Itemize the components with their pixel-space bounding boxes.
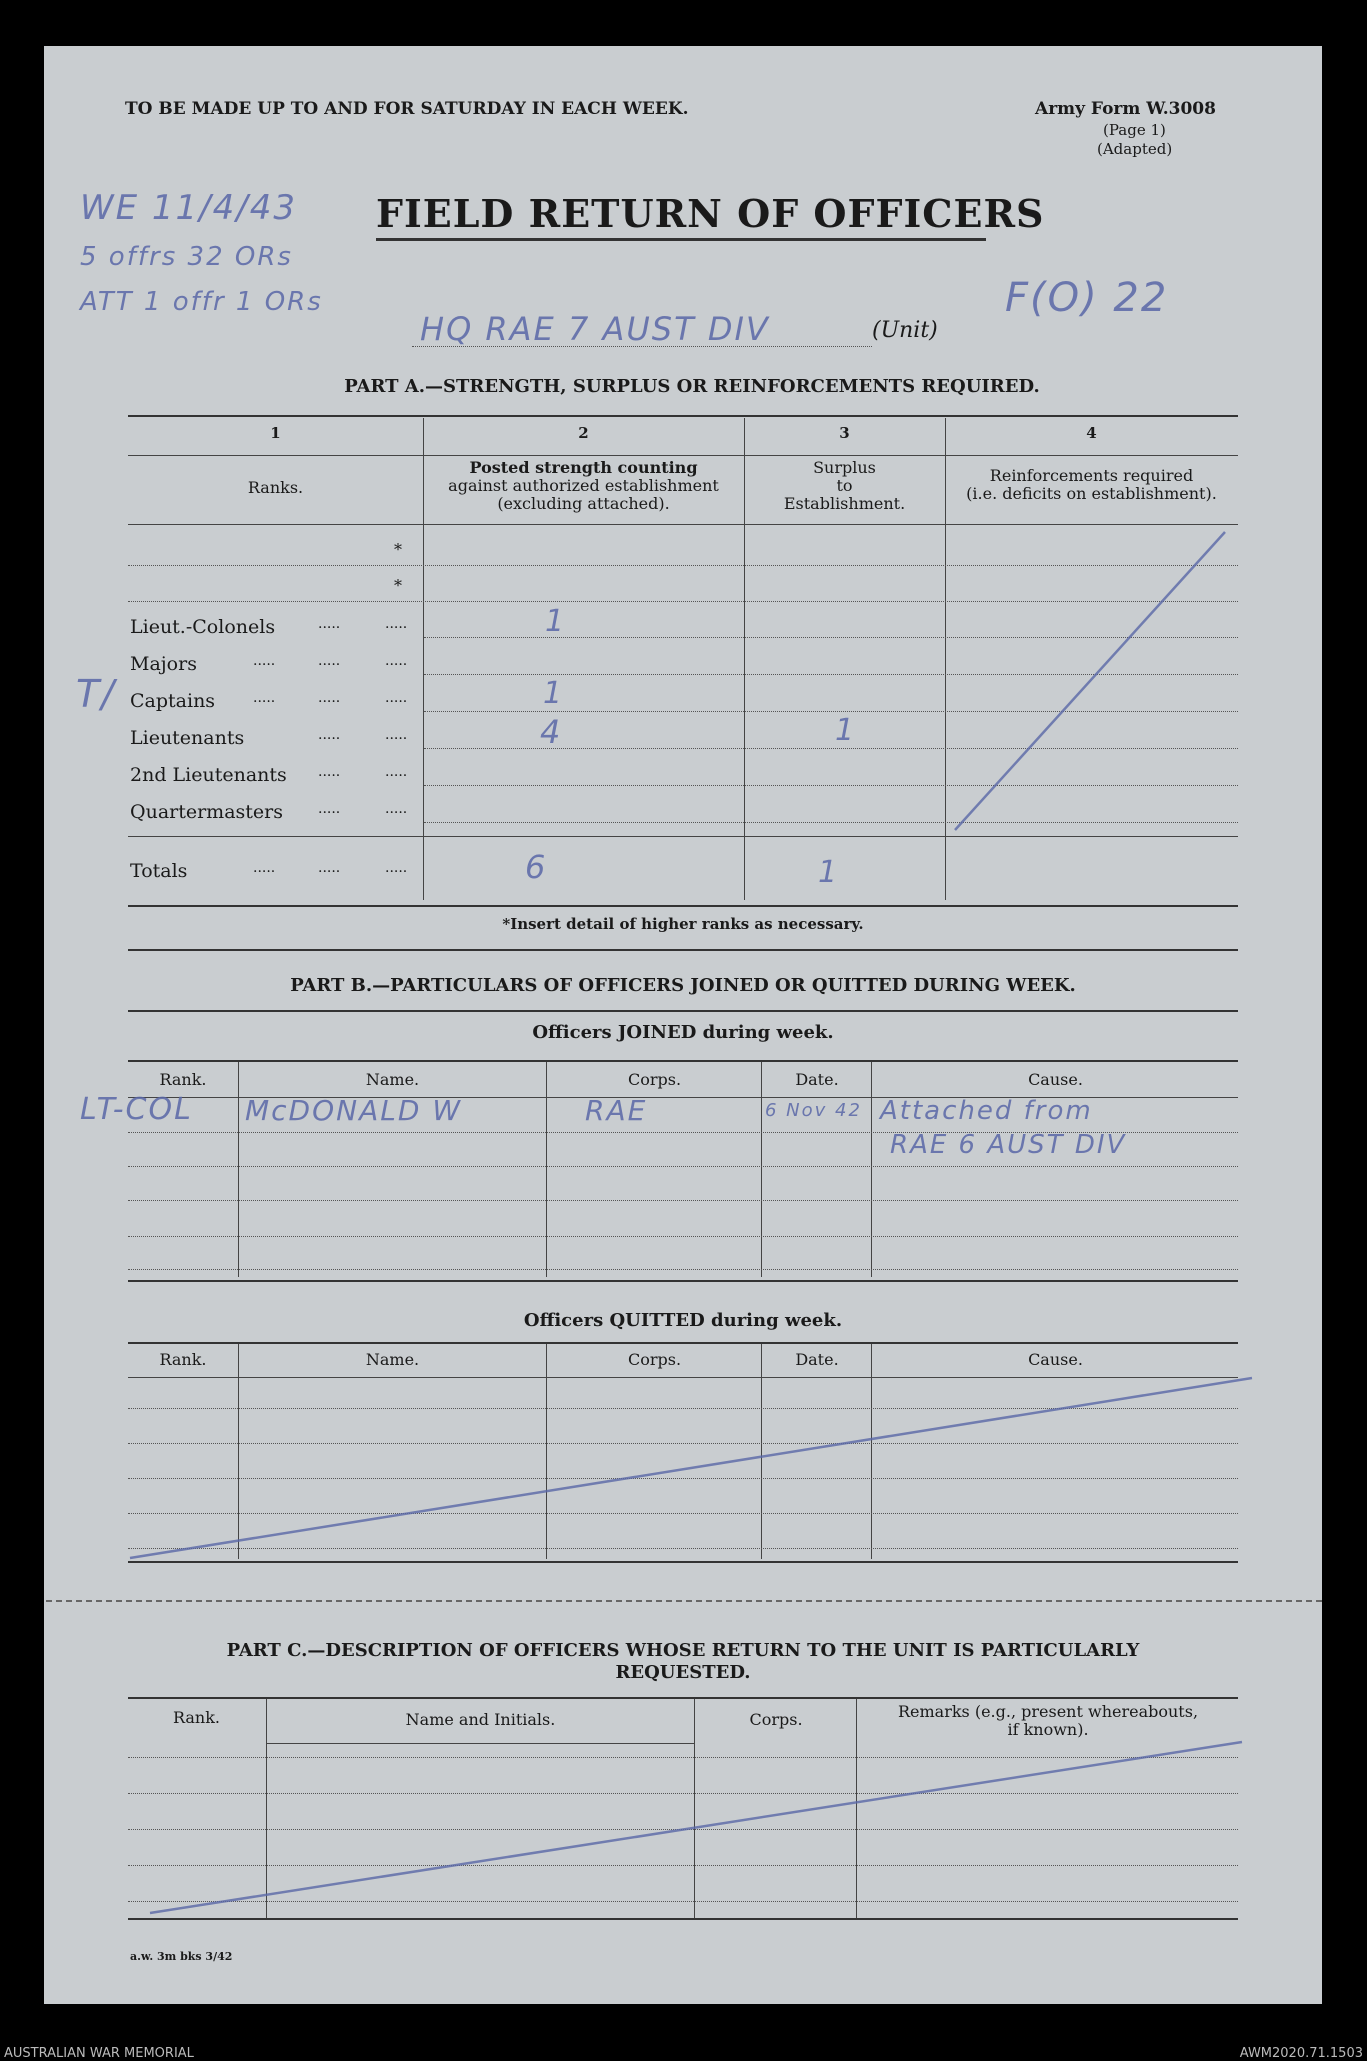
- joined-corps-value: RAE: [585, 1094, 648, 1127]
- handwritten-ltcol-count: 1: [545, 604, 567, 639]
- joined-rank-value: LT-COL: [80, 1092, 193, 1127]
- totals-label: Totals: [130, 860, 188, 882]
- quitted-heading: Officers QUITTED during week.: [523, 1310, 843, 1331]
- col-number-2: 2: [578, 424, 589, 442]
- asterisk-row-1: *: [394, 540, 402, 559]
- col4-line-1: Reinforcements required: [989, 466, 1194, 485]
- part-c-heading-line-1: PART C.—DESCRIPTION OF OFFICERS WHOSE RETURN TO THE UNIT IS PARTICULARLY: [226, 1640, 1140, 1661]
- leader-dots: .....: [318, 860, 341, 876]
- col2-line-2: against authorized establishment: [448, 476, 719, 495]
- leader-dots: .....: [318, 801, 341, 817]
- handwritten-attached-note: ATT 1 offr 1 ORs: [80, 287, 323, 317]
- part-c-remarks-line-1: Remarks (e.g., present whereabouts,: [897, 1702, 1199, 1721]
- leader-dots: .....: [385, 616, 408, 632]
- leader-dots: .....: [318, 727, 341, 743]
- col2-line-3: (excluding attached).: [497, 494, 670, 513]
- handwritten-tl-mark: T/: [76, 672, 117, 716]
- leader-dots: .....: [253, 653, 276, 669]
- col-number-4: 4: [1086, 424, 1097, 442]
- col-ranks-header: Ranks.: [247, 478, 304, 497]
- part-c-heading-line-2: REQUESTED.: [615, 1662, 751, 1683]
- leader-dots: .....: [318, 764, 341, 780]
- leader-dots: .....: [318, 653, 341, 669]
- print-code: a.w. 3m bks 3/42: [130, 1950, 233, 1963]
- leader-dots: .....: [385, 801, 408, 817]
- part-c-remarks-line-2: if known).: [1007, 1720, 1089, 1739]
- rank-lieut-colonels: Lieut.-Colonels: [130, 616, 276, 638]
- quitted-col-date: Date.: [795, 1350, 839, 1369]
- joined-cause-value-2: RAE 6 AUST DIV: [890, 1130, 1127, 1160]
- part-b-heading: PART B.—PARTICULARS OF OFFICERS JOINED OR QUITTED DURING WEEK.: [290, 975, 1076, 996]
- quitted-col-rank: Rank.: [159, 1350, 207, 1369]
- col2-line-1: Posted strength counting: [469, 458, 698, 477]
- form-adapted: (Adapted): [1097, 140, 1173, 158]
- joined-cause-value-1: Attached from: [880, 1096, 1093, 1126]
- rank-2nd-lieutenants: 2nd Lieutenants: [130, 764, 287, 786]
- col-number-3: 3: [839, 424, 850, 442]
- leader-dots: .....: [318, 616, 341, 632]
- handwritten-surplus-lieutenant: 1: [835, 713, 857, 748]
- leader-dots: .....: [253, 860, 276, 876]
- part-c-col-name: Name and Initials.: [405, 1710, 556, 1729]
- leader-dots: .....: [385, 727, 408, 743]
- reinforcements-cancel-stroke: [955, 532, 1225, 830]
- joined-name-value: McDONALD W: [245, 1094, 462, 1127]
- leader-dots: .....: [253, 690, 276, 706]
- form-instruction: TO BE MADE UP TO AND FOR SATURDAY IN EACH WEEK.: [125, 99, 689, 119]
- leader-dots: .....: [385, 690, 408, 706]
- col3-line-2: to: [836, 476, 853, 495]
- footer-accession: AWM2020.71.1503: [1239, 2046, 1363, 2061]
- part-a-heading: PART A.—STRENGTH, SURPLUS OR REINFORCEMENTS REQUIRED.: [344, 376, 1040, 397]
- part-a-footnote: *Insert detail of higher ranks as necessary.: [502, 915, 864, 933]
- handwritten-total-surplus: 1: [818, 855, 840, 890]
- col-number-1: 1: [270, 424, 281, 442]
- unit-label: (Unit): [872, 318, 938, 343]
- rank-lieutenants: Lieutenants: [130, 727, 245, 749]
- quitted-col-cause: Cause.: [1028, 1350, 1083, 1369]
- leader-dots: .....: [385, 860, 408, 876]
- joined-col-corps: Corps.: [627, 1070, 682, 1089]
- col4-line-2: (i.e. deficits on establishment).: [966, 484, 1217, 503]
- joined-col-cause: Cause.: [1028, 1070, 1083, 1089]
- leader-dots: .....: [318, 690, 341, 706]
- rank-quartermasters: Quartermasters: [130, 801, 283, 823]
- part-c-col-rank: Rank.: [172, 1708, 221, 1727]
- rank-captains: Captains: [130, 690, 216, 712]
- handwritten-reference: F(O) 22: [1005, 275, 1169, 321]
- handwritten-we-date: WE 11/4/43: [80, 188, 297, 228]
- quitted-col-corps: Corps.: [627, 1350, 682, 1369]
- leader-dots: .....: [385, 764, 408, 780]
- col3-line-1: Surplus: [813, 458, 876, 477]
- handwritten-total-strength: 6: [525, 848, 548, 886]
- rank-majors: Majors: [130, 653, 197, 675]
- page-title: FIELD RETURN OF OFFICERS: [376, 191, 1045, 236]
- joined-date-value: 6 Nov 42: [765, 1100, 862, 1121]
- handwritten-captain-count: 1: [543, 676, 565, 711]
- handwritten-strength-note: 5 offrs 32 ORs: [80, 242, 293, 272]
- joined-col-name: Name.: [365, 1070, 420, 1089]
- quitted-cancel-stroke: [130, 1378, 1252, 1558]
- part-c-col-corps: Corps.: [749, 1710, 803, 1729]
- unit-value: HQ RAE 7 AUST DIV: [420, 310, 770, 348]
- joined-col-date: Date.: [795, 1070, 839, 1089]
- leader-dots: .....: [385, 653, 408, 669]
- asterisk-row-2: *: [394, 576, 402, 595]
- form-number: Army Form W.3008: [1035, 99, 1216, 119]
- form-page: (Page 1): [1103, 121, 1166, 139]
- handwritten-lieutenant-count: 4: [540, 713, 563, 751]
- quitted-col-name: Name.: [365, 1350, 420, 1369]
- joined-col-rank: Rank.: [159, 1070, 207, 1089]
- col3-line-3: Establishment.: [783, 494, 906, 513]
- footer-credit: AUSTRALIAN WAR MEMORIAL: [4, 2046, 194, 2061]
- joined-heading: Officers JOINED during week.: [532, 1022, 834, 1043]
- part-c-cancel-stroke: [150, 1742, 1242, 1913]
